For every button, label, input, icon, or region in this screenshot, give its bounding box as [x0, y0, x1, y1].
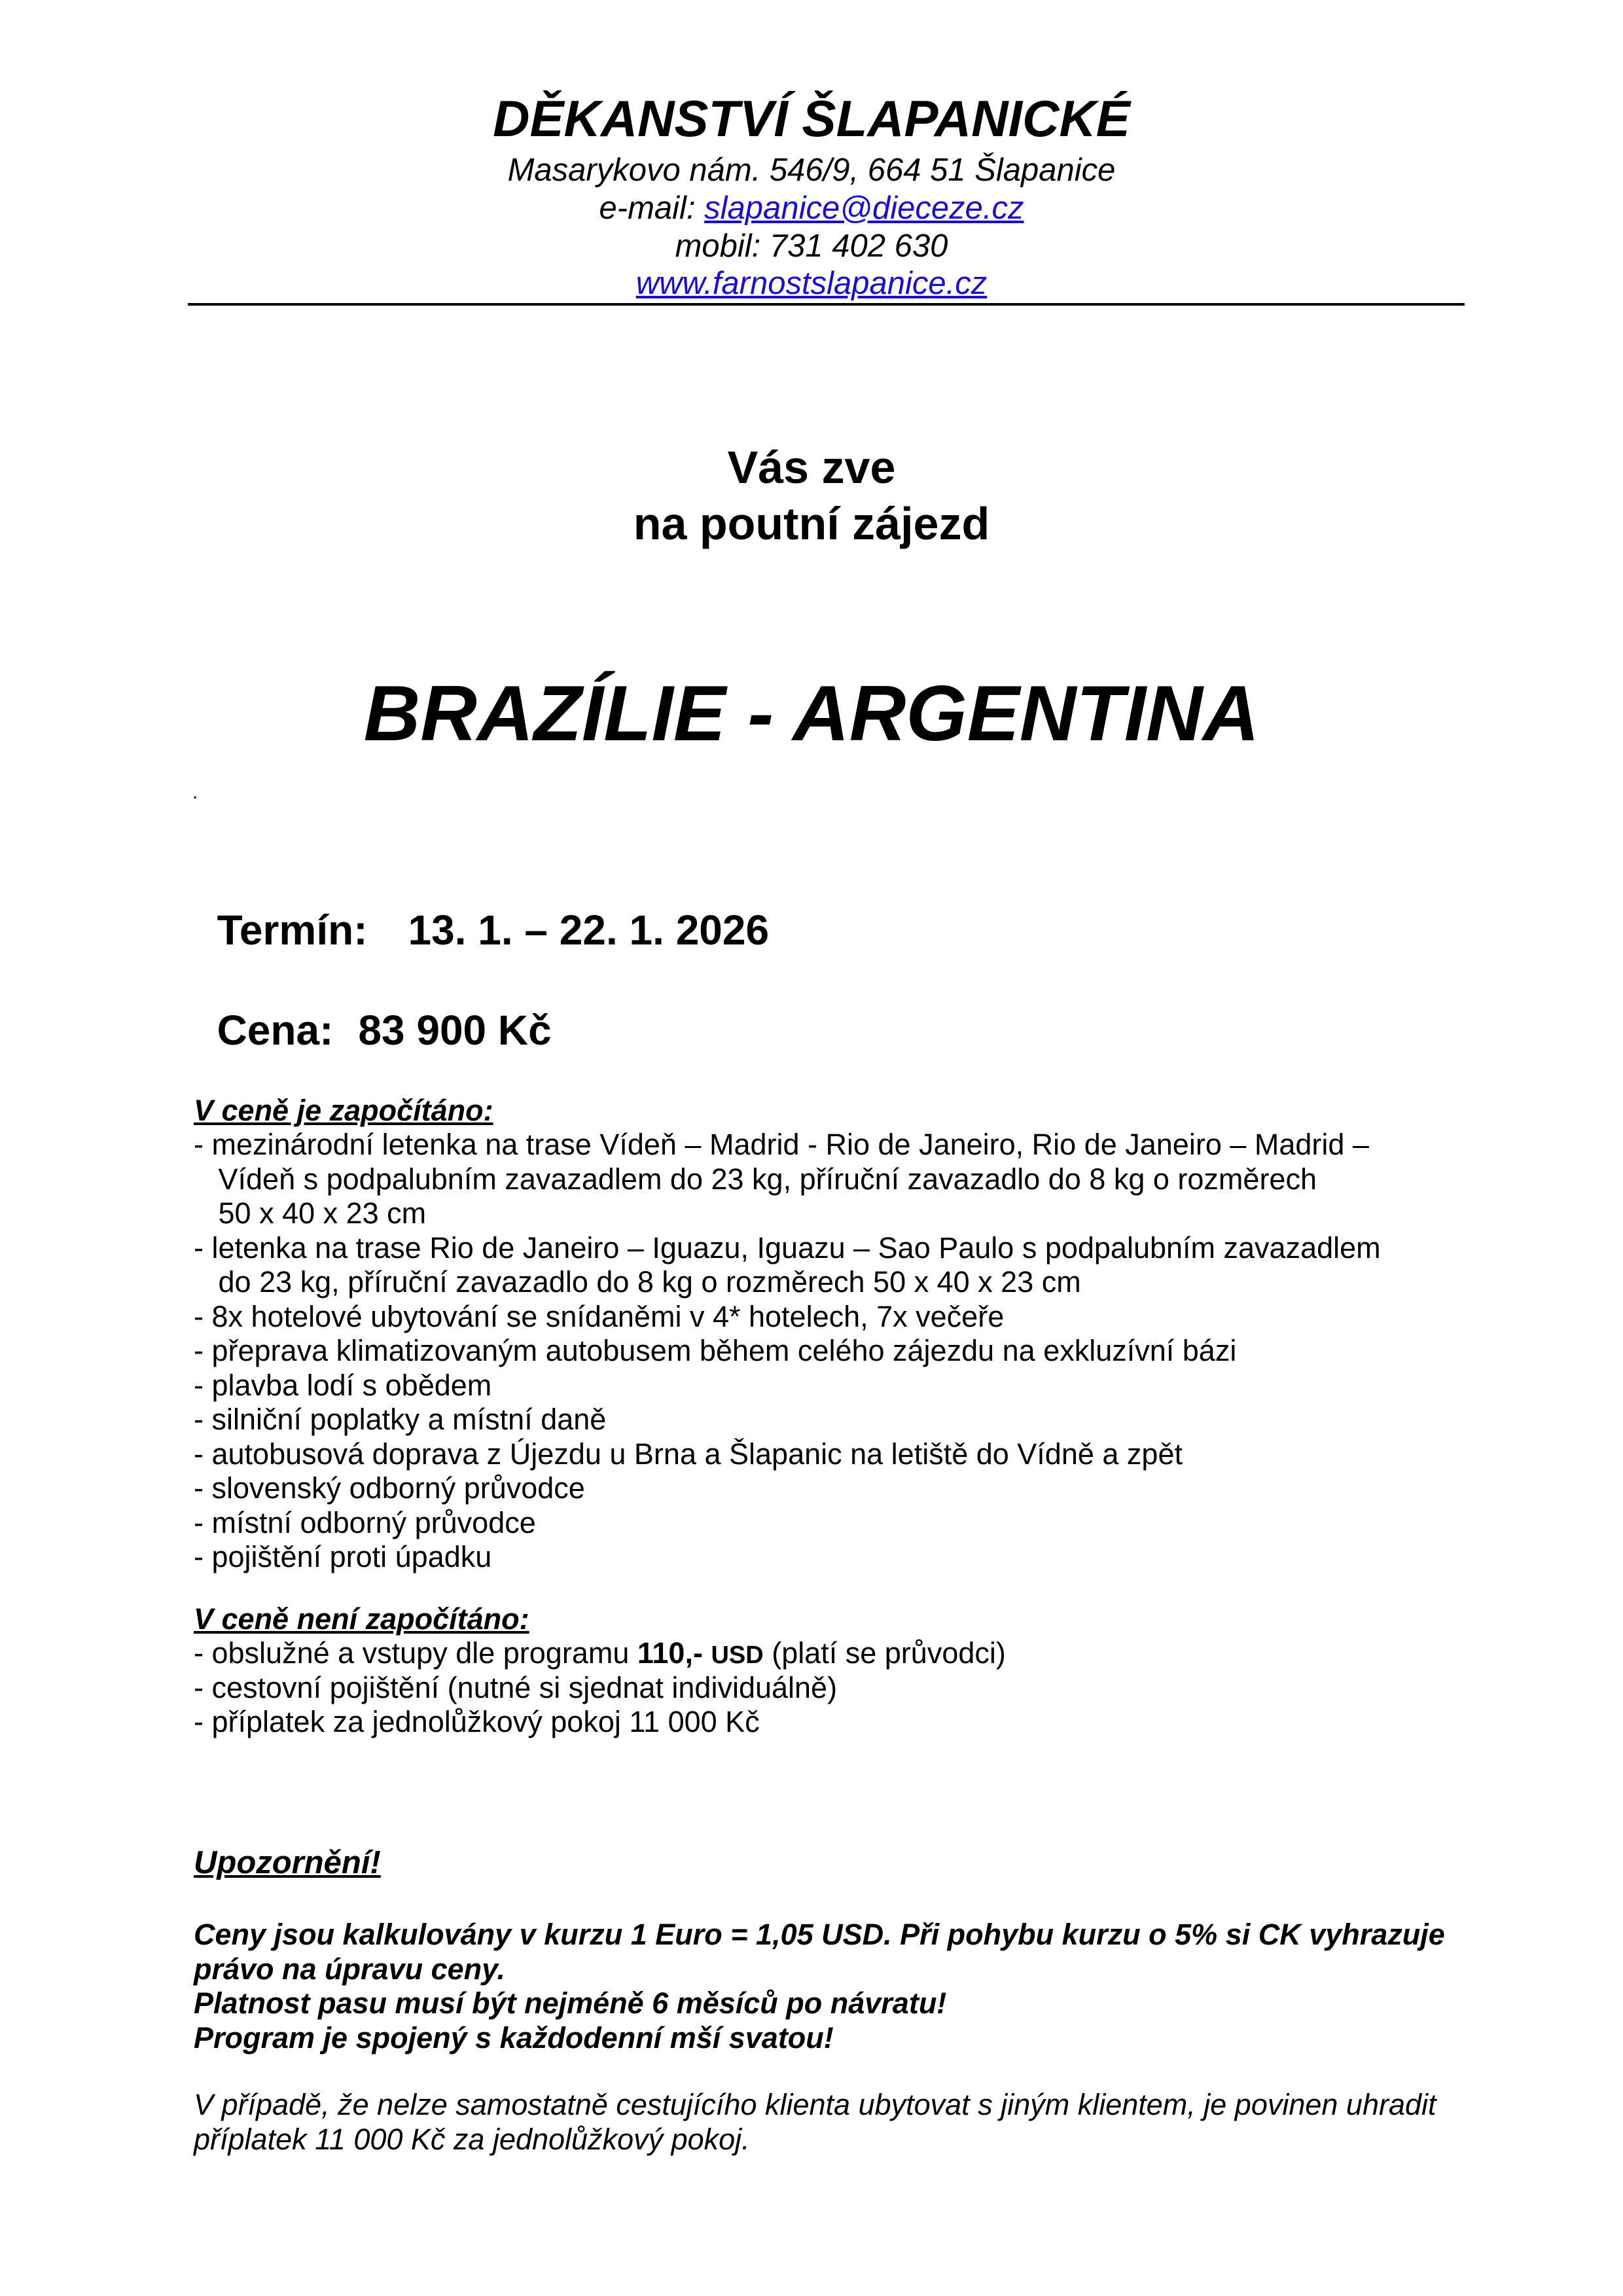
- term-row: [194, 855, 769, 955]
- included-item: Vídeň s podpalubním zavazadlem do 23 kg, příruční zavazadlo do 8 kg o rozměrech: [194, 1162, 1317, 1196]
- footer-note: [194, 2088, 1476, 2157]
- included-list: [194, 1128, 1381, 1575]
- warning-line: právo na úpravu ceny.: [194, 1952, 505, 1986]
- included-item: - silniční poplatky a místní daně: [194, 1403, 607, 1436]
- excluded-currency: USD: [711, 1641, 764, 1669]
- email-label: e-mail:: [599, 190, 705, 226]
- included-item: - mezinárodní letenka na trase Vídeň – Madrid - Rio de Janeiro, Rio de Janeiro – Madrid –: [194, 1128, 1369, 1161]
- mobile-line: mobil: 731 402 630: [675, 228, 948, 264]
- warning-line: Platnost pasu musí být nejméně 6 měsíců po návratu!: [194, 1986, 947, 2020]
- included-item: - pojištění proti úpadku: [194, 1540, 492, 1573]
- stray-dot: .: [192, 781, 198, 803]
- website-line: [0, 264, 1623, 302]
- warning-notes: [194, 1918, 1476, 2055]
- org-title: DĚKANSTVÍ ŠLAPANICKÉ: [493, 90, 1130, 147]
- footer-line: V případě, že nelze samostatně cestujícího klienta ubytovat s jiným klientem, je povinen uhradit: [194, 2088, 1436, 2121]
- included-item: - plavba lodí s obědem: [194, 1368, 492, 1402]
- excluded-list: [194, 1636, 1006, 1740]
- excluded-heading: V ceně není započítáno:: [194, 1602, 529, 1636]
- invite-line-1: Vás zve: [727, 442, 896, 493]
- price-label: Cena:: [217, 1007, 334, 1054]
- footer-line: příplatek 11 000 Kč za jednolůžkový pokoj.: [194, 2122, 750, 2156]
- term-value: 13. 1. – 22. 1. 2026: [408, 906, 770, 954]
- email-line: [0, 189, 1623, 227]
- excluded-item: - příplatek za jednolůžkový pokoj 11 000 Kč: [194, 1705, 760, 1738]
- included-heading: V ceně je započítáno:: [194, 1094, 493, 1127]
- website-link[interactable]: www.farnostslapanice.cz: [635, 266, 988, 301]
- excluded-item: - obslužné a vstupy dle programu 110,- USD (platí se průvodci): [194, 1636, 1006, 1670]
- warning-line: Ceny jsou kalkulovány v kurzu 1 Euro = 1,05 USD. Při pohybu kurzu o 5% si CK vyhrazuje: [194, 1918, 1445, 1951]
- term-label: Termín:: [217, 906, 368, 954]
- destination-title: BRAZÍLIE - ARGENTINA: [363, 670, 1260, 757]
- included-item: - 8x hotelové ubytování se snídaněmi v 4* hotelech, 7x večeře: [194, 1299, 1005, 1333]
- included-item: - místní odborný průvodce: [194, 1505, 536, 1539]
- header-divider: [188, 303, 1465, 306]
- price-row: [194, 956, 552, 1055]
- address-line: Masarykovo nám. 546/9, 664 51 Šlapanice: [507, 152, 1116, 188]
- excluded-item: - cestovní pojištění (nutné si sjednat individuálně): [194, 1670, 838, 1704]
- included-item: - autobusová doprava z Újezdu u Brna a Šlapanic na letiště do Vídně a zpět: [194, 1437, 1183, 1471]
- price-value: 83 900 Kč: [358, 1007, 552, 1054]
- warning-heading: Upozornění!: [194, 1845, 381, 1880]
- included-item: 50 x 40 x 23 cm: [194, 1196, 427, 1230]
- email-link[interactable]: slapanice@dieceze.cz: [704, 190, 1024, 226]
- warning-line: Program je spojený s každodenní mší svatou!: [194, 2020, 834, 2054]
- included-item: - letenka na trase Rio de Janeiro – Iguazu, Iguazu – Sao Paulo s podpalubním zavazadlem: [194, 1230, 1381, 1265]
- included-item: do 23 kg, příruční zavazadlo do 8 kg o rozměrech 50 x 40 x 23 cm: [194, 1265, 1081, 1299]
- included-item: - slovenský odborný průvodce: [194, 1471, 585, 1505]
- included-item: - přeprava klimatizovaným autobusem během celého zájezdu na exkluzívní bázi: [194, 1334, 1237, 1367]
- excluded-amount: 110,-: [637, 1636, 703, 1670]
- invite-line-2: na poutní zájezd: [633, 498, 990, 549]
